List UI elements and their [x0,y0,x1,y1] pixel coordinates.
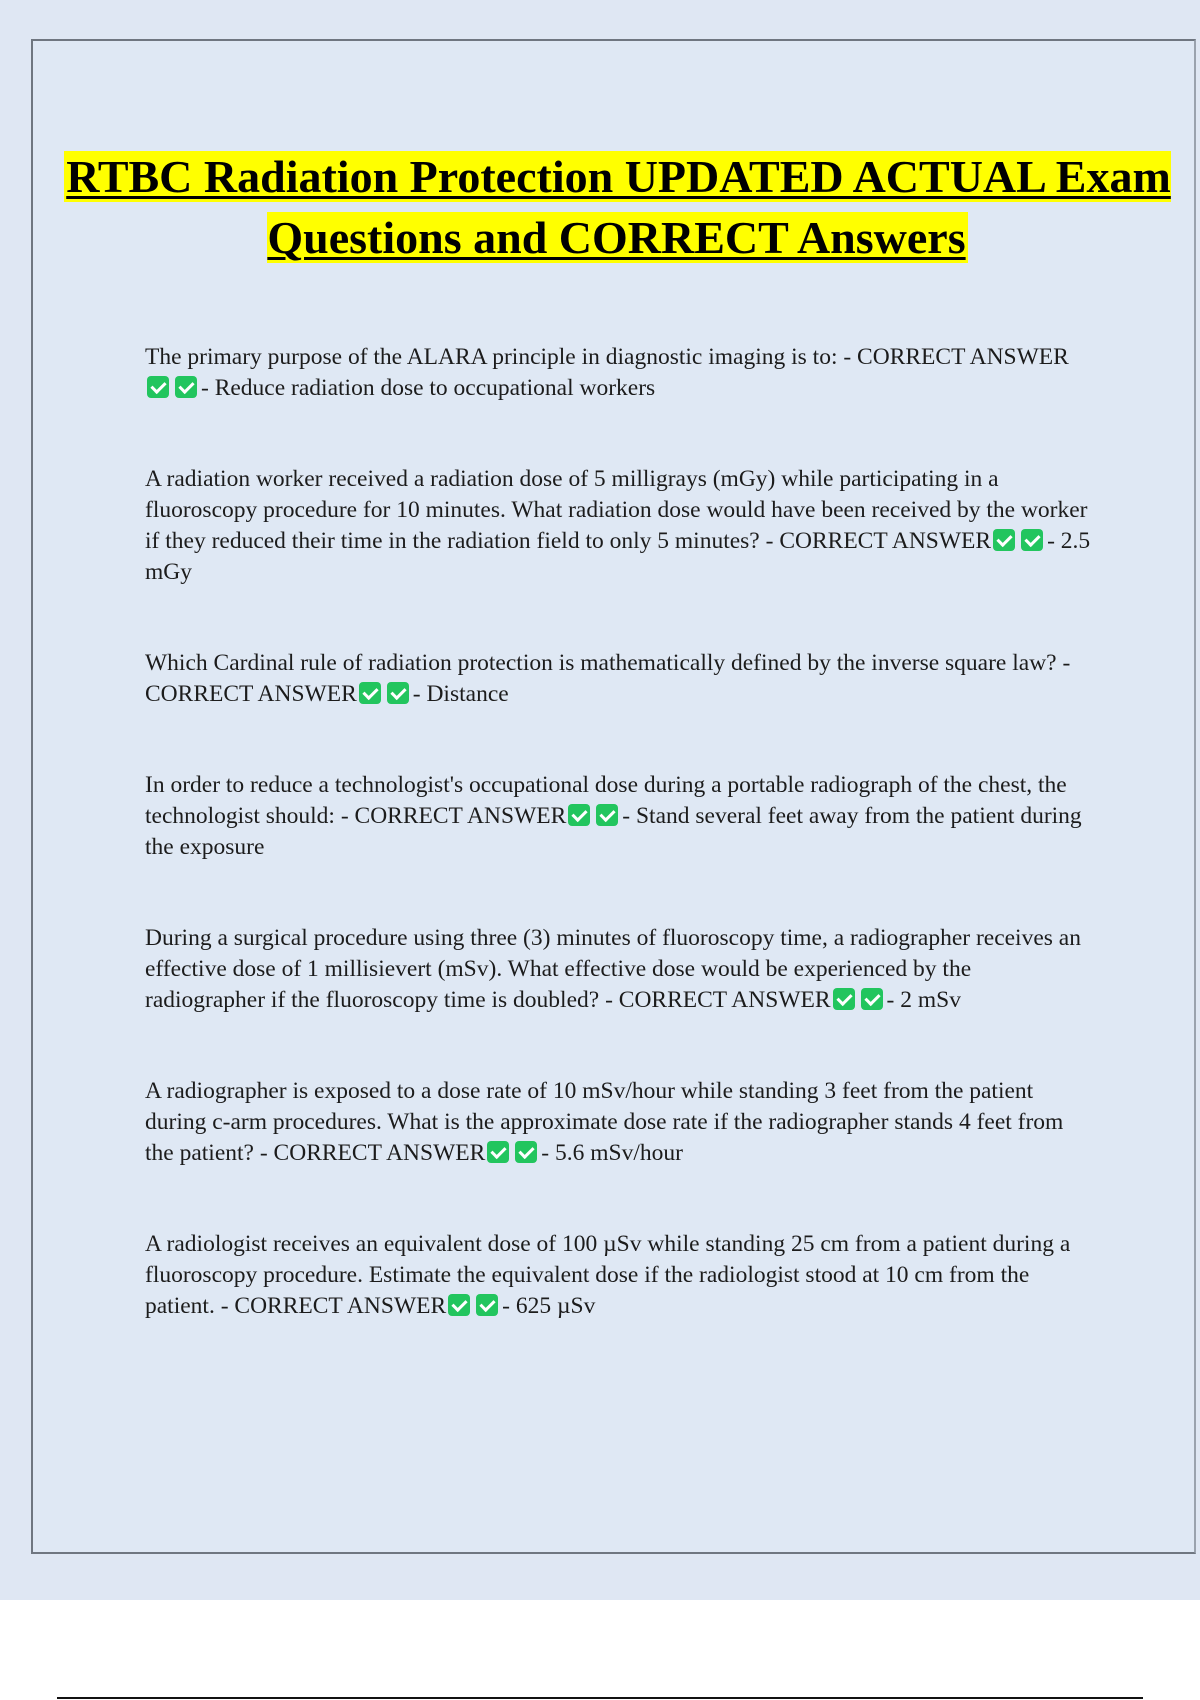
check-box-icon [448,1294,470,1316]
correct-answer-label: - CORRECT ANSWER [259,1140,486,1166]
question-text: A radiation worker received a radiation dose of 5 milligrays (mGy) while participating in a fluoroscopy procedure for 10 minutes. What radiation dose would have been received by the worker if they reduced their time in the radiation field to only 5 minutes? [145,466,1088,554]
answer-text: - Reduce radiation dose to occupational workers [201,375,656,401]
document-title-text: RTBC Radiation Protection UPDATED ACTUAL Exam Questions and CORRECT Answers [66,151,1171,263]
check-box-icon [359,682,381,704]
question-text: A radiographer is exposed to a dose rate of 10 mSv/hour while standing 3 feet from the patient during c-arm procedures. What is the approximate dose rate if the radiographer stands 4 feet from the patient? [145,1078,1064,1166]
question-text: In order to reduce a technologist's occupational dose during a portable radiograph of the chest, the technologist should: [145,772,1067,829]
qa-item-6 [145,1076,1095,1169]
check-box-icon [476,1294,498,1316]
qa-item-4 [145,770,1095,863]
check-box-icon [596,804,618,826]
qa-item-1 [145,342,1095,404]
correct-answer-label: - CORRECT ANSWER [843,344,1069,370]
question-text: A radiologist receives an equivalent dose of 100 µSv while standing 25 cm from a patient during a fluoroscopy procedure. Estimate the equivalent dose if the radiologist stood at 10 cm from the patient. [145,1231,1071,1319]
qa-item-3 [145,648,1095,710]
answer-text: - 625 µSv [502,1293,596,1319]
qa-item-2 [145,464,1095,588]
check-box-icon [993,529,1015,551]
check-box-icon [387,682,409,704]
check-box-icon [1021,529,1043,551]
answer-text: - 2.5 mGy [145,528,1091,585]
check-box-icon [833,988,855,1010]
answer-text: - 5.6 mSv/hour [541,1140,683,1166]
check-box-icon [147,376,169,398]
check-box-icon [861,988,883,1010]
question-text: Which Cardinal rule of radiation protection is mathematically defined by the inverse square law? [145,650,1057,676]
correct-answer-label: - CORRECT ANSWER [340,803,567,829]
check-box-icon [568,804,590,826]
question-text: The primary purpose of the ALARA principle in diagnostic imaging is to: [145,344,838,370]
check-box-icon [515,1141,537,1163]
question-text: During a surgical procedure using three (3) minutes of fluoroscopy time, a radiographer receives an effective dose of 1 millisievert (mSv). What effective dose would be experienced by the radiographer if the fluoroscopy time is doubled? [145,925,1081,1013]
answer-text: - Distance [412,681,509,707]
correct-answer-label: - CORRECT ANSWER [220,1293,447,1319]
qa-list [145,342,1095,1322]
answer-text: - Stand several feet away from the patient during the exposure [145,803,1082,860]
check-box-icon [487,1141,509,1163]
document-title [0,146,1200,268]
answer-text: - 2 mSv [886,987,961,1013]
correct-answer-label: - CORRECT ANSWER [145,650,1071,707]
footer-divider [57,1697,1143,1699]
correct-answer-label: - CORRECT ANSWER [765,528,992,554]
correct-answer-label: - CORRECT ANSWER [605,987,831,1013]
check-box-icon [175,376,197,398]
qa-item-5 [145,923,1095,1016]
qa-item-7 [145,1229,1095,1322]
